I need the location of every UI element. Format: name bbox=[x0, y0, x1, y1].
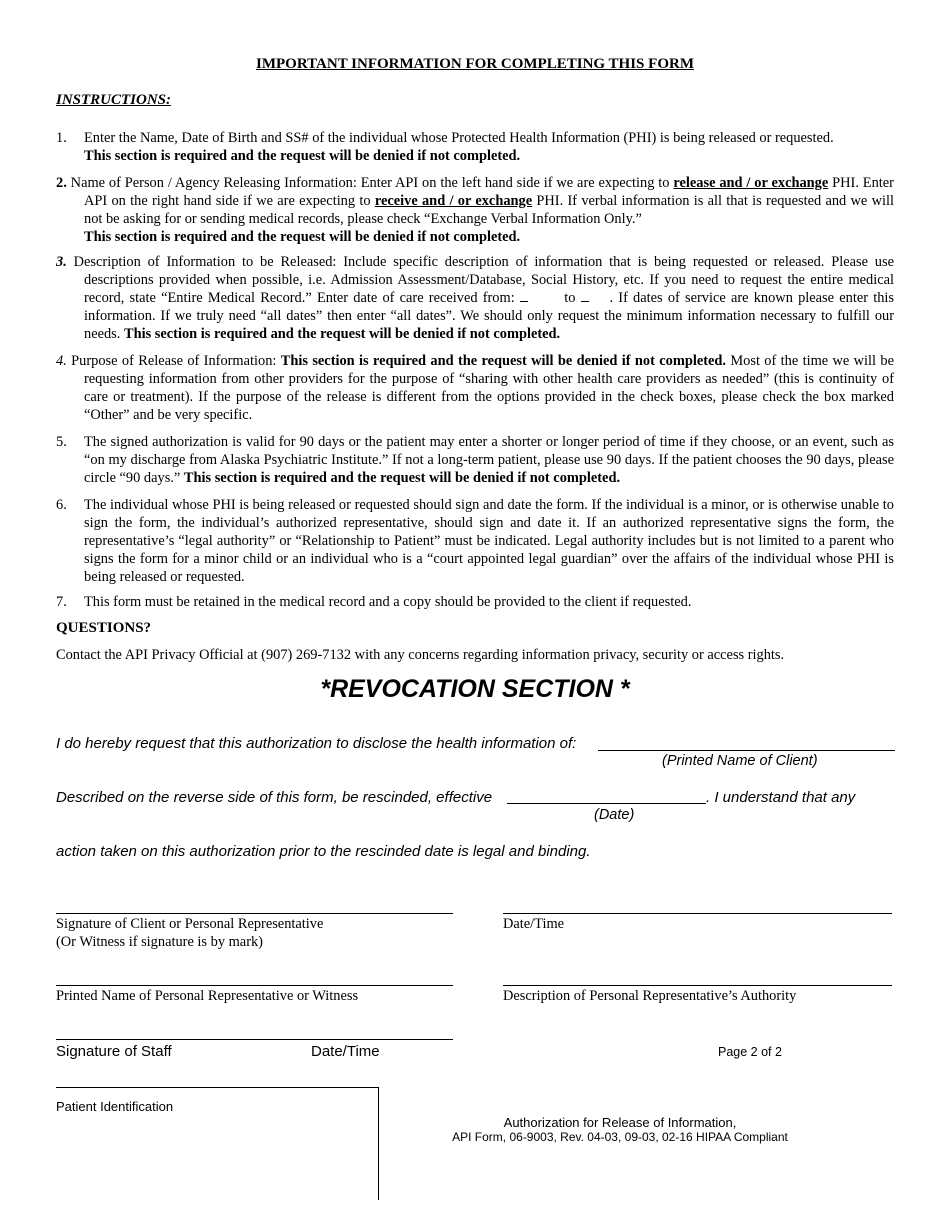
client-signature-line[interactable] bbox=[56, 913, 453, 914]
item-number: 6. bbox=[56, 497, 67, 513]
instruction-item bbox=[56, 433, 894, 487]
date-from-blank bbox=[520, 289, 528, 302]
item-text: Description of Information to be Released: Include specific description of information that is being requested or released. Please use descriptions provided when possible, i.e. Admission Assessment/Database, Social History, etc. If you need to request the entire medical record, state “Entire Medical Record.” Enter date of care received from: bbox=[73, 254, 894, 306]
patient-id-label: Patient Identification bbox=[56, 1099, 174, 1114]
revocation-line-2: Described on the reverse side of this form, be rescinded, effective bbox=[56, 789, 493, 806]
instruction-item bbox=[56, 129, 894, 165]
page-title: IMPORTANT INFORMATION FOR COMPLETING THIS FORM bbox=[256, 56, 694, 72]
instruction-item bbox=[56, 253, 894, 343]
revocation-line-2-end: . I understand that any bbox=[706, 789, 856, 806]
page-number: Page 2 of 2 bbox=[718, 1045, 782, 1059]
date-to-blank bbox=[581, 289, 589, 302]
effective-date-field[interactable] bbox=[507, 803, 706, 804]
instruction-item bbox=[56, 174, 894, 246]
revocation-line-1: I do hereby request that this authorization to disclose the health information of: bbox=[56, 735, 577, 752]
instruction-item bbox=[56, 496, 894, 586]
form-title: Authorization for Release of Information, bbox=[503, 1115, 737, 1130]
revocation-line-3: action taken on this authorization prior to the rescinded date is legal and binding. bbox=[56, 843, 591, 860]
form-subtitle: API Form, 06-9003, Rev. 04-03, 09-03, 02-16 HIPAA Compliant bbox=[452, 1130, 788, 1144]
item-number: 2. bbox=[56, 175, 67, 191]
date-time-caption: Date/Time bbox=[503, 916, 565, 932]
rep-authority-line[interactable] bbox=[503, 985, 892, 986]
item-text: Enter the Name, Date of Birth and SS# of the individual whose Protected Health Information (PHI) is being released or requested. bbox=[84, 130, 834, 146]
staff-signature-line[interactable] bbox=[56, 1039, 453, 1040]
item-text: PHI. Enter API on the right hand side if we are expecting to bbox=[84, 175, 894, 209]
instruction-item bbox=[56, 352, 894, 424]
printed-rep-line[interactable] bbox=[56, 985, 453, 986]
required-note: This section is required and the request will be denied if not completed. bbox=[280, 353, 726, 369]
required-note: This section is required and the request will be denied if not completed. bbox=[123, 326, 561, 342]
client-date-line[interactable] bbox=[503, 913, 892, 914]
client-signature-note: (Or Witness if signature is by mark) bbox=[56, 934, 263, 950]
required-note: This section is required and the request will be denied if not completed. bbox=[84, 148, 521, 164]
item-number: 7. bbox=[56, 594, 67, 610]
item-text: Most of the time we will be requesting information from other providers for the purpose of “sharing with other health care providers as needed” (this is continuity of care or treatment). If the purpose of the release is different from the options provided in the check boxes, please check the box marked “Other” and be very specific. bbox=[84, 353, 894, 423]
instructions-heading: INSTRUCTIONS: bbox=[56, 92, 172, 108]
item-text: PHI. If verbal information is all that is requested and we will not be asking for or sending medical records, please check “Exchange Verbal Information Only.” bbox=[84, 193, 894, 227]
printed-rep-caption: Printed Name of Personal Representative or Witness bbox=[56, 988, 359, 1004]
item-text: Purpose of Release of Information: bbox=[71, 353, 277, 369]
item-text: Name of Person / Agency Releasing Information: Enter API on the left hand side if we are expecting to bbox=[70, 175, 670, 191]
item-text: . If dates of service are known please enter this information. If we truly need “all dates” then enter “all dates”. We should only request the minimum information necessary to fulfill our needs. bbox=[84, 290, 894, 342]
staff-signature-caption: Signature of Staff bbox=[56, 1043, 172, 1060]
item-text: This form must be retained in the medical record and a copy should be provided to the client if requested. bbox=[84, 594, 692, 610]
questions-text: Contact the API Privacy Official at (907) 269-7132 with any concerns regarding information privacy, security or access rights. bbox=[56, 647, 785, 663]
item-number: 1. bbox=[56, 130, 67, 146]
item-emphasis: receive and / or exchange bbox=[374, 193, 533, 209]
item-text: The individual whose PHI is being released or requested should sign and date the form. If the individual is a minor, or is otherwise unable to sign the form, the individual’s authorized representative, should sign and date it. If an authorized representative signs the form, the representative’s “legal authority” or “Relationship to Patient” must be indicated. Legal authority includes but is not limited to a parent who signs the form for a minor child or an individual who is a “court appointed legal guardian” over the affairs of the individual whose PHI is being released or requested. bbox=[84, 497, 894, 585]
staff-date-caption: Date/Time bbox=[311, 1043, 380, 1060]
item-number: 3. bbox=[56, 254, 67, 270]
to-word: to bbox=[564, 290, 576, 306]
required-note: This section is required and the request will be denied if not completed. bbox=[183, 470, 621, 486]
questions-heading: QUESTIONS? bbox=[56, 620, 152, 636]
item-text: The signed authorization is valid for 90 days or the patient may enter a shorter or longer period of time if they choose, or an event, such as “on my discharge from Alaska Psychiatric Institute.” If not a long-term patient, please use 90 days. If the patient chooses the 90 days, please circle “90 days.” bbox=[84, 434, 894, 486]
instruction-item bbox=[56, 593, 894, 611]
printed-name-caption: (Printed Name of Client) bbox=[662, 753, 818, 769]
client-name-field[interactable] bbox=[598, 750, 895, 751]
date-caption: (Date) bbox=[594, 807, 635, 823]
required-note: This section is required and the request will be denied if not completed. bbox=[84, 229, 521, 245]
item-emphasis: release and / or exchange bbox=[673, 175, 829, 191]
item-number: 5. bbox=[56, 434, 67, 450]
rep-authority-caption: Description of Personal Representative’s Authority bbox=[503, 988, 797, 1004]
item-number: 4. bbox=[56, 353, 67, 369]
client-signature-caption: Signature of Client or Personal Representative bbox=[56, 916, 324, 932]
revocation-title: *REVOCATION SECTION * bbox=[320, 675, 630, 703]
